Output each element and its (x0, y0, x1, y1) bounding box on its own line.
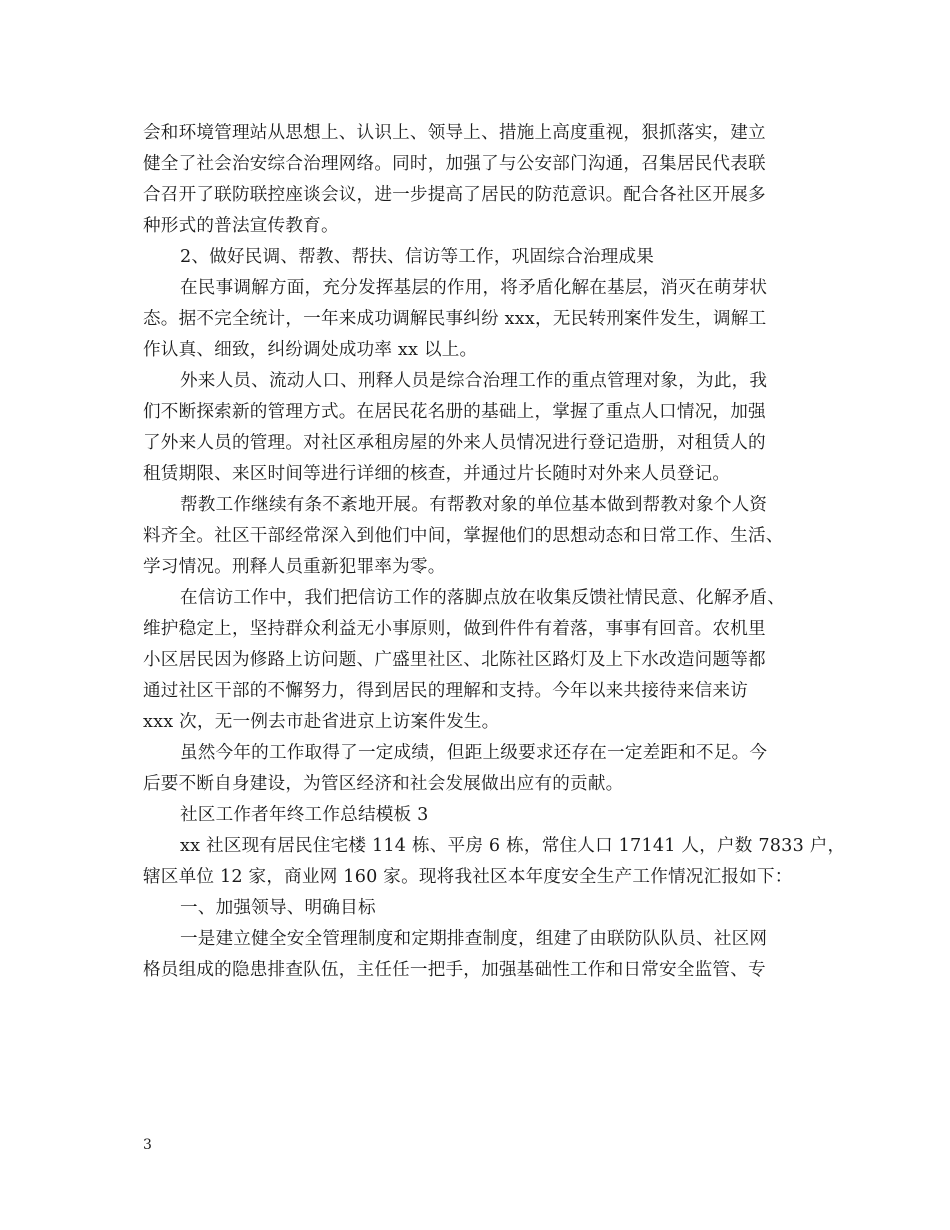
text-line: 学习情况。刑释人员重新犯罪率为零。 (143, 557, 446, 577)
text-line: 作认真、细致，纠纷调处成功率 xx 以上。 (143, 340, 478, 360)
text-line: 后要不断自身建设，为管区经济和社会发展做出应有的贡献。 (143, 774, 624, 794)
section-heading: 2、做好民调、帮教、帮扶、信访等工作，巩固综合治理成果 (180, 247, 655, 267)
text-line: 们不断探索新的管理方式。在居民花名册的基础上，掌握了重点人口情况，加强 (143, 402, 766, 422)
text-line: 在信访工作中，我们把信访工作的落脚点放在收集反馈社情民意、化解矛盾、 (180, 588, 785, 608)
text-line: 健全了社会治安综合治理网络。同时，加强了与公安部门沟通，召集居民代表联 (143, 154, 766, 174)
text-line: 格员组成的隐患排查队伍，主任任一把手，加强基础性工作和日常安全监管、专 (143, 960, 766, 980)
text-line: 维护稳定上，坚持群众利益无小事原则，做到件件有着落，事事有回音。农机里 (143, 619, 766, 639)
text-line: 租赁期限、来区时间等进行详细的核查，并通过片长随时对外来人员登记。 (143, 464, 731, 484)
section-title: 社区工作者年终工作总结模板 3 (180, 805, 429, 825)
text-line: 一是建立健全安全管理制度和定期排查制度，组建了由联防队队员、社区网 (180, 929, 768, 949)
text-line: 在民事调解方面，充分发挥基层的作用，将矛盾化解在基层，消灭在萌芽状 (180, 278, 768, 298)
text-line: xxx 次，无一例去市赴省进京上访案件发生。 (143, 712, 500, 732)
text-line: 外来人员、流动人口、刑释人员是综合治理工作的重点管理对象，为此，我 (180, 371, 768, 391)
text-line: 帮教工作继续有条不紊地开展。有帮教对象的单位基本做到帮教对象个人资 (180, 495, 768, 515)
text-line: 小区居民因为修路上访问题、广盛里社区、北陈社区路灯及上下水改造问题等都 (143, 650, 766, 670)
text-line: 辖区单位 12 家，商业网 160 家。现将我社区本年度安全生产工作情况汇报如下： (143, 867, 793, 887)
page-number: 3 (143, 1137, 152, 1153)
text-line: 通过社区干部的不懈努力，得到居民的理解和支持。今年以来共接待来信来访 (143, 681, 748, 701)
text-line: 了外来人员的管理。对社区承租房屋的外来人员情况进行登记造册，对租赁人的 (143, 433, 766, 453)
text-line: 种形式的普法宣传教育。 (143, 216, 339, 236)
text-line: 态。据不完全统计，一年来成功调解民事纠纷 xxx，无民转刑案件发生，调解工 (143, 309, 767, 329)
text-line: 虽然今年的工作取得了一定成绩，但距上级要求还存在一定差距和不足。今 (180, 743, 768, 763)
text-line: 合召开了联防联控座谈会议，进一步提高了居民的防范意识。配合各社区开展多 (143, 185, 766, 205)
document-body (143, 118, 846, 986)
text-line: 料齐全。社区干部经常深入到他们中间，掌握他们的思想动态和日常工作、生活、 (143, 526, 784, 546)
text-line: xx 社区现有居民住宅楼 114 栋、平房 6 栋，常住人口 17141 人，户数 7833 户， (180, 836, 846, 856)
section-heading: 一、加强领导、明确目标 (180, 898, 376, 918)
text-line: 会和环境管理站从思想上、认识上、领导上、措施上高度重视，狠抓落实，建立 (143, 123, 766, 143)
